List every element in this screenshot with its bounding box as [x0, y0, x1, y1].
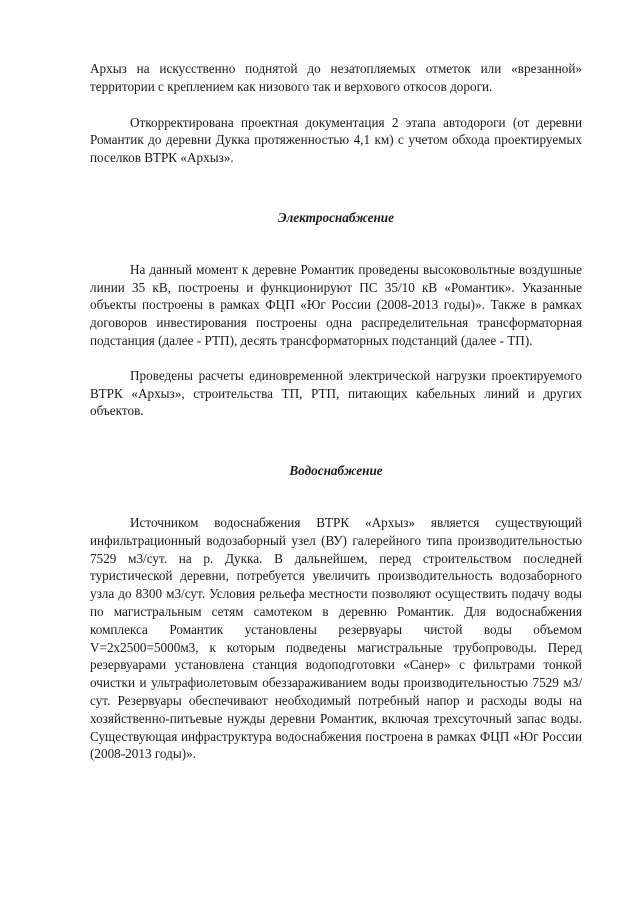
- paragraph-water-source: Источником водоснабжения ВТРК «Архыз» является существующий инфильтрационный водозаборный узел (ВУ) галерейного типа производительностью 7529 м3/сут. на р. Дукка. В дальнейшем, перед строительством последней туристической деревни, потребуется увеличить производительность водозаборного узла до 8300 м3/сут. Условия рельефа местности позволяют осуществить подачу воды по магистральным сетям самотеком в деревню Романтик. Для водоснабжения комплекса Романтик установлены резервуары чистой воды объемом V=2х2500=5000м3, к которым подведены магистральные трубопроводы. Перед резервуарами установлена станция водоподготовки «Санер» с фильтрами тонкой очистки и ультрафиолетовым обеззараживанием воды производительностью 7529 м3/сут. Резервуары обеспечивают необходимый потребный напор и расходы воды на хозяйственно-питьевые нужды деревни Романтик, включая трехсуточный запас воды. Существующая инфраструктура водоснабжения построена в рамках ФЦП «Юг России (2008-2013 годы)».: [90, 514, 582, 762]
- paragraph-power-calculations: Проведены расчеты единовременной электрической нагрузки проектируемого ВТРК «Архыз», строительства ТП, РТП, питающих кабельных линий и других объектов.: [90, 367, 582, 419]
- heading-power-supply: Электроснабжение: [278, 209, 394, 225]
- paragraph-road-design: Откорректирована проектная документация 2 этапа автодороги (от деревни Романтик до деревни Дукка протяженностью 4,1 км) с учетом обхода проектируемых поселков ВТРК «Архыз».: [90, 114, 582, 166]
- heading-water-supply: Водоснабжение: [289, 463, 383, 479]
- paragraph-road-continuation: Архыз на искусственно поднятой до незатопляемых отметок или «врезанной» территории с креплением как низового так и верхового откосов дороги.: [90, 61, 582, 94]
- paragraph-power-lines: На данный момент к деревне Романтик проведены высоковольтные воздушные линии 35 кВ, построены и функционируют ПС 35/10 кВ «Романтик». Указанные объекты построены в рамках ФЦП «Юг России (2008-2013 годы)». Также в рамках договоров инвестирования построены одна распределительная трансформаторная подстанция (далее - РТП), десять трансформаторных подстанций (далее - ТП).: [90, 261, 582, 348]
- document-page: [90, 60, 582, 763]
